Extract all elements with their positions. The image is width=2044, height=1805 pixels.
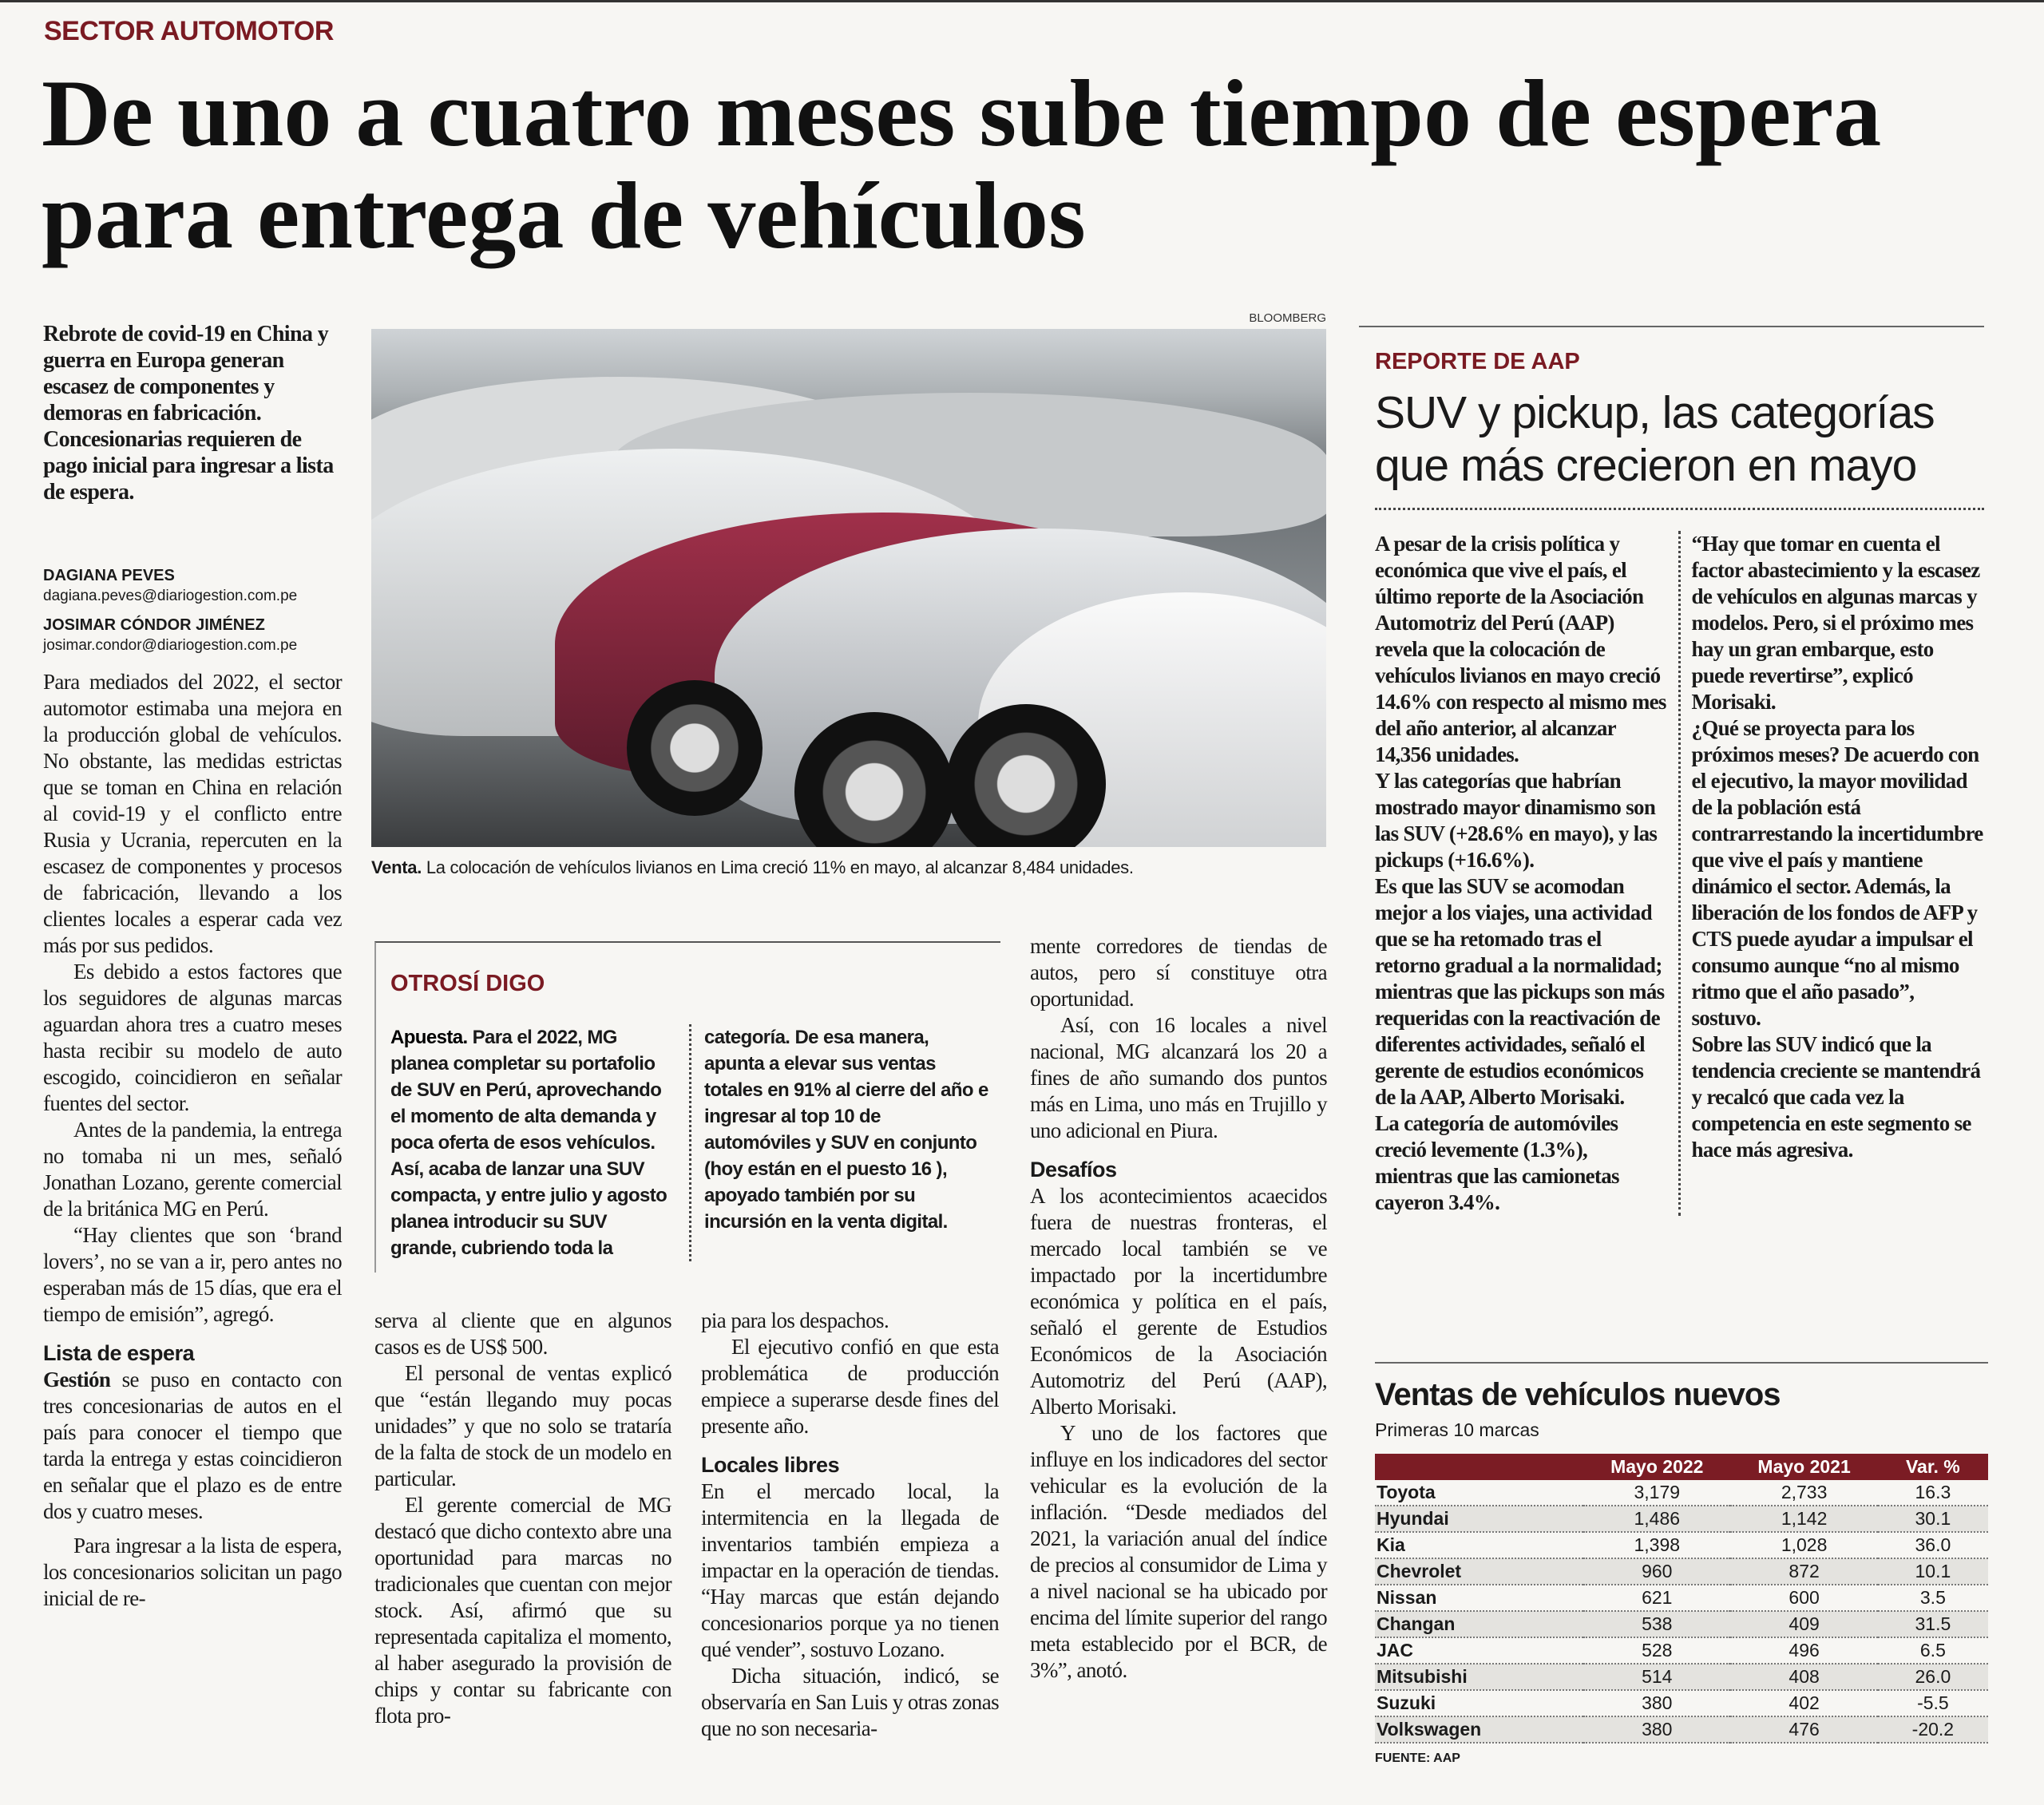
- table-row: [1375, 1558, 1988, 1585]
- paragraph: mente corredores de tiendas de autos, pero sí constituye otra oportunidad.: [1030, 934, 1327, 1011]
- table-row: [1375, 1480, 1988, 1506]
- otrosi-digo-box: [374, 941, 1000, 1273]
- value-cell: 3,179: [1583, 1480, 1730, 1506]
- paragraph: A los acontecimientos acaecidos fuera de nuestras fronteras, el mercado local también se ve impactado por la incertidumbre económica y política en el país, señaló el gerente de Estudios Económicos de la Asociación Automotriz del Perú (AAP), Alberto Morisaki.: [1030, 1184, 1327, 1419]
- table-header-row: [1375, 1454, 1988, 1480]
- caption-text: La colocación de vehículos livianos en Lima creció 11% en mayo, al alcanzar 8,484 unidades.: [422, 857, 1134, 877]
- paragraph: El gerente comercial de MG destacó que dicho contexto abre una oportunidad para marcas no tradicionales que cuentan con mejor stock. Así, afirmó que su representada capitaliza el momento, al haber asegurado la provisión de chips y contar su fabricante con flota pro-: [374, 1493, 671, 1728]
- table-row: [1375, 1664, 1988, 1690]
- value-cell: -20.2: [1878, 1716, 1988, 1743]
- paragraph: El personal de ventas explicó que “están llegando muy pocas unidades” y que no solo se trataría de la falta de stock de un modelo en particular.: [374, 1361, 671, 1490]
- subheading: Lista de espera: [43, 1341, 195, 1365]
- table-row: [1375, 1532, 1988, 1558]
- authors: [43, 565, 362, 664]
- value-cell: 380: [1583, 1690, 1730, 1716]
- table-row: [1375, 1506, 1988, 1532]
- value-cell: 528: [1583, 1637, 1730, 1664]
- paragraph: Así, con 16 locales a nivel nacional, MG alcanzará los 20 a fines de año sumando dos puntos más en Lima, uno más en Trujillo y uno adicional en Piura.: [1030, 1013, 1327, 1142]
- brand-cell: Toyota: [1375, 1480, 1583, 1506]
- value-cell: 408: [1730, 1664, 1877, 1690]
- value-cell: 36.0: [1878, 1532, 1988, 1558]
- author-email[interactable]: dagiana.peves@diariogestion.com.pe: [43, 588, 298, 604]
- paragraph: Y uno de los factores que influye en los indicadores del sector vehicular es la evolución de la inflación. “Desde mediados del 2021, la variación anual del índice de precios al consumidor de Lima y a nivel nacional se ha ubicado por encima del límite superior del rango meta establecido por el BCR, de 3%”, anotó.: [1030, 1421, 1327, 1682]
- box-text: [390, 1024, 989, 1261]
- headline: De uno a cuatro meses sube tiempo de espera para entrega de vehículos: [42, 60, 1882, 268]
- value-cell: 3.5: [1878, 1585, 1988, 1611]
- box-label: OTROSÍ DIGO: [390, 971, 545, 996]
- paragraph: Es debido a estos factores que los seguidores de algunas marcas aguardan ahora tres a cuatro meses hasta recibir su modelo de auto escogido, coincidieron en señalar fuentes del sector.: [43, 960, 342, 1115]
- sidebar-text: [1375, 531, 1984, 1216]
- value-cell: 409: [1730, 1611, 1877, 1637]
- value-cell: 1,028: [1730, 1532, 1877, 1558]
- value-cell: 1,142: [1730, 1506, 1877, 1532]
- article-photo-cars: [371, 329, 1326, 847]
- paragraph: La categoría de automóviles creció levemente (1.3%), mientras que las camionetas cayeron 3.4%.: [1375, 1111, 1619, 1214]
- header-cell: Mayo 2022: [1583, 1454, 1730, 1480]
- header-cell: Var. %: [1878, 1454, 1988, 1480]
- dotted-divider: [1375, 508, 1984, 510]
- value-cell: 380: [1583, 1716, 1730, 1743]
- photo-credit: BLOOMBERG: [1249, 311, 1326, 325]
- sales-table-block: [1375, 1362, 1988, 1766]
- paragraph-text: se puso en contacto con tres concesionarias de autos en el país para conocer el tiempo que tarda la entrega y estas coincidieron en señalar que el plazo es de entre dos y cuatro meses.: [43, 1368, 342, 1523]
- paragraph: pia para los despachos.: [701, 1308, 889, 1332]
- article-column-4: [1030, 933, 1327, 1684]
- header-cell: [1375, 1454, 1583, 1480]
- sidebar-label: REPORTE DE AAP: [1375, 349, 1580, 374]
- value-cell: 26.0: [1878, 1664, 1988, 1690]
- brand-cell: Suzuki: [1375, 1690, 1583, 1716]
- divider: [1375, 1362, 1988, 1364]
- paragraph-lead: Gestión: [43, 1368, 111, 1391]
- brand-cell: Kia: [1375, 1532, 1583, 1558]
- value-cell: 30.1: [1878, 1506, 1988, 1532]
- author-name: JOSIMAR CÓNDOR JIMÉNEZ: [43, 616, 265, 634]
- box-lead: Apuesta.: [390, 1027, 468, 1048]
- value-cell: 621: [1583, 1585, 1730, 1611]
- table-subtitle: Primeras 10 marcas: [1375, 1419, 1539, 1440]
- photo-caption: [371, 857, 1326, 879]
- table-source: FUENTE: AAP: [1375, 1752, 1460, 1765]
- paragraph: Para ingresar a la lista de espera, los concesionarios solicitan un pago inicial de re-: [43, 1534, 342, 1610]
- value-cell: 872: [1730, 1558, 1877, 1585]
- value-cell: 514: [1583, 1664, 1730, 1690]
- paragraph: A pesar de la crisis política y económica que vive el país, el último reporte de la Asociación Automotriz del Perú (AAP) revela que la colocación de vehículos livianos en mayo creció 14.6% con respecto al mismo mes del año anterior, al alcanzar 14,356 unidades.: [1375, 532, 1666, 766]
- section-label: SECTOR AUTOMOTOR: [44, 16, 334, 46]
- value-cell: 476: [1730, 1716, 1877, 1743]
- value-cell: 16.3: [1878, 1480, 1988, 1506]
- sidebar-title: SUV y pickup, las categorías que más crecieron en mayo: [1375, 387, 1935, 491]
- value-cell: 6.5: [1878, 1637, 1988, 1664]
- aap-report-sidebar: [1359, 326, 1984, 1216]
- brand-cell: Nissan: [1375, 1585, 1583, 1611]
- paragraph: Dicha situación, indicó, se observaría en San Luis y otras zonas que no son necesaria-: [701, 1664, 999, 1740]
- paragraph: Y las categorías que habrían mostrado mayor dinamismo son las SUV (+28.6% en mayo), y las pickups (+16.6%).: [1375, 769, 1658, 872]
- caption-lead: Venta.: [371, 857, 422, 877]
- table-row: [1375, 1585, 1988, 1611]
- box-body: Para el 2022, MG planea completar su portafolio de SUV en Perú, aprovechando el momento de alta demanda y poca oferta de esos vehículos. Así, acaba de lanzar una SUV compacta, y entre julio y agosto planea introducir su SUV grande, cubriendo toda la categoría. De esa manera, apunta a elevar sus ventas totales en 91% al cierre del año e ingresar al top 10 de automóviles y SUV en conjunto (hoy están en el puesto 16 ), apoyado también por su incursión en la venta digital.: [390, 1027, 988, 1259]
- value-cell: 600: [1730, 1585, 1877, 1611]
- brand-cell: Volkswagen: [1375, 1716, 1583, 1743]
- paragraph: Para mediados del 2022, el sector automotor estimaba una mejora en la producción global de vehículos. No obstante, las medidas estrictas que se toman en China en relación al covid-19 y el conflicto entre Rusia y Ucrania, repercuten en la escasez de componentes y procesos de fabricación, llevando a los clientes locales a esperar cada vez más por sus pedidos.: [43, 670, 342, 957]
- article-lead: Rebrote de covid-19 en China y guerra en Europa generan escasez de componentes y demoras en fabricación. Concesionarias requieren de pago inicial para ingresar a lista de espera.: [43, 322, 334, 505]
- subheading: Locales libres: [701, 1453, 840, 1477]
- brand-cell: JAC: [1375, 1637, 1583, 1664]
- paragraph: “Hay que tomar en cuenta el factor abastecimiento y la escasez de vehículos en algunas marcas y modelos. Pero, si el próximo mes hay un gran embarque, esto puede revertirse”, explicó Morisaki.: [1691, 532, 1980, 714]
- paragraph: El ejecutivo confió en que esta problemática de producción empiece a superarse desde fines del presente año.: [701, 1335, 999, 1438]
- paragraph: Es que las SUV se acomodan mejor a los viajes, una actividad que se ha retomado tras el retorno gradual a la normalidad; mientras que las pickups son más requeridas con la reactivación de diferentes actividades, señaló el gerente de estudios económicos de la AAP, Alberto Morisaki.: [1375, 874, 1665, 1109]
- article-column-3: [701, 1308, 999, 1742]
- paragraph: [43, 1367, 342, 1525]
- brand-cell: Changan: [1375, 1611, 1583, 1637]
- brand-cell: Hyundai: [1375, 1506, 1583, 1532]
- brand-cell: Mitsubishi: [1375, 1664, 1583, 1690]
- value-cell: 538: [1583, 1611, 1730, 1637]
- top-rule: [0, 0, 2044, 2]
- value-cell: 2,733: [1730, 1480, 1877, 1506]
- brand-cell: Chevrolet: [1375, 1558, 1583, 1585]
- table-row: [1375, 1637, 1988, 1664]
- paragraph: ¿Qué se proyecta para los próximos meses? De acuerdo con el ejecutivo, la mayor movilidad de la población está contrarrestando la incertidumbre que vive el país y mantiene dinámico el sector. Además, la liberación de los fondos de AFP y CTS puede ayudar a impulsar el consumo aunque “no al mismo ritmo que el año pasado”, sostuvo.: [1691, 716, 1983, 1030]
- value-cell: 10.1: [1878, 1558, 1988, 1585]
- article-column-1: [43, 669, 342, 1612]
- value-cell: 496: [1730, 1637, 1877, 1664]
- paragraph: Sobre las SUV indicó que la tendencia creciente se mantendrá y recalcó que cada vez la competencia en este segmento se hace más agresiva.: [1691, 1032, 1981, 1162]
- paragraph: serva al cliente que en algunos casos es de US$ 500.: [374, 1308, 671, 1359]
- author-name: DAGIANA PEVES: [43, 567, 175, 584]
- value-cell: -5.5: [1878, 1690, 1988, 1716]
- table-title: Ventas de vehículos nuevos: [1375, 1377, 1781, 1412]
- table-row: [1375, 1716, 1988, 1743]
- value-cell: 960: [1583, 1558, 1730, 1585]
- table-row: [1375, 1611, 1988, 1637]
- sales-table: [1375, 1454, 1988, 1744]
- value-cell: 31.5: [1878, 1611, 1988, 1637]
- header-cell: Mayo 2021: [1730, 1454, 1877, 1480]
- article-column-2: [374, 1308, 671, 1729]
- author-email[interactable]: josimar.condor@diariogestion.com.pe: [43, 637, 298, 654]
- paragraph: En el mercado local, la intermitencia en la llegada de inventarios también empieza a impactar en la operación de tiendas. “Hay marcas que están dejando concesionarios porque ya no tienen qué vender”, sostuvo Lozano.: [701, 1479, 999, 1661]
- paragraph: Antes de la pandemia, la entrega no tomaba ni un mes, señaló Jonathan Lozano, gerente comercial de la británica MG en Perú.: [43, 1118, 342, 1221]
- paragraph: “Hay clientes que son ‘brand lovers’, no se van a ir, pero antes no esperaban más de 15 días, que era el tiempo de emisión”, agregó.: [43, 1223, 342, 1326]
- value-cell: 402: [1730, 1690, 1877, 1716]
- table-row: [1375, 1690, 1988, 1716]
- value-cell: 1,486: [1583, 1506, 1730, 1532]
- subheading: Desafíos: [1030, 1158, 1117, 1182]
- value-cell: 1,398: [1583, 1532, 1730, 1558]
